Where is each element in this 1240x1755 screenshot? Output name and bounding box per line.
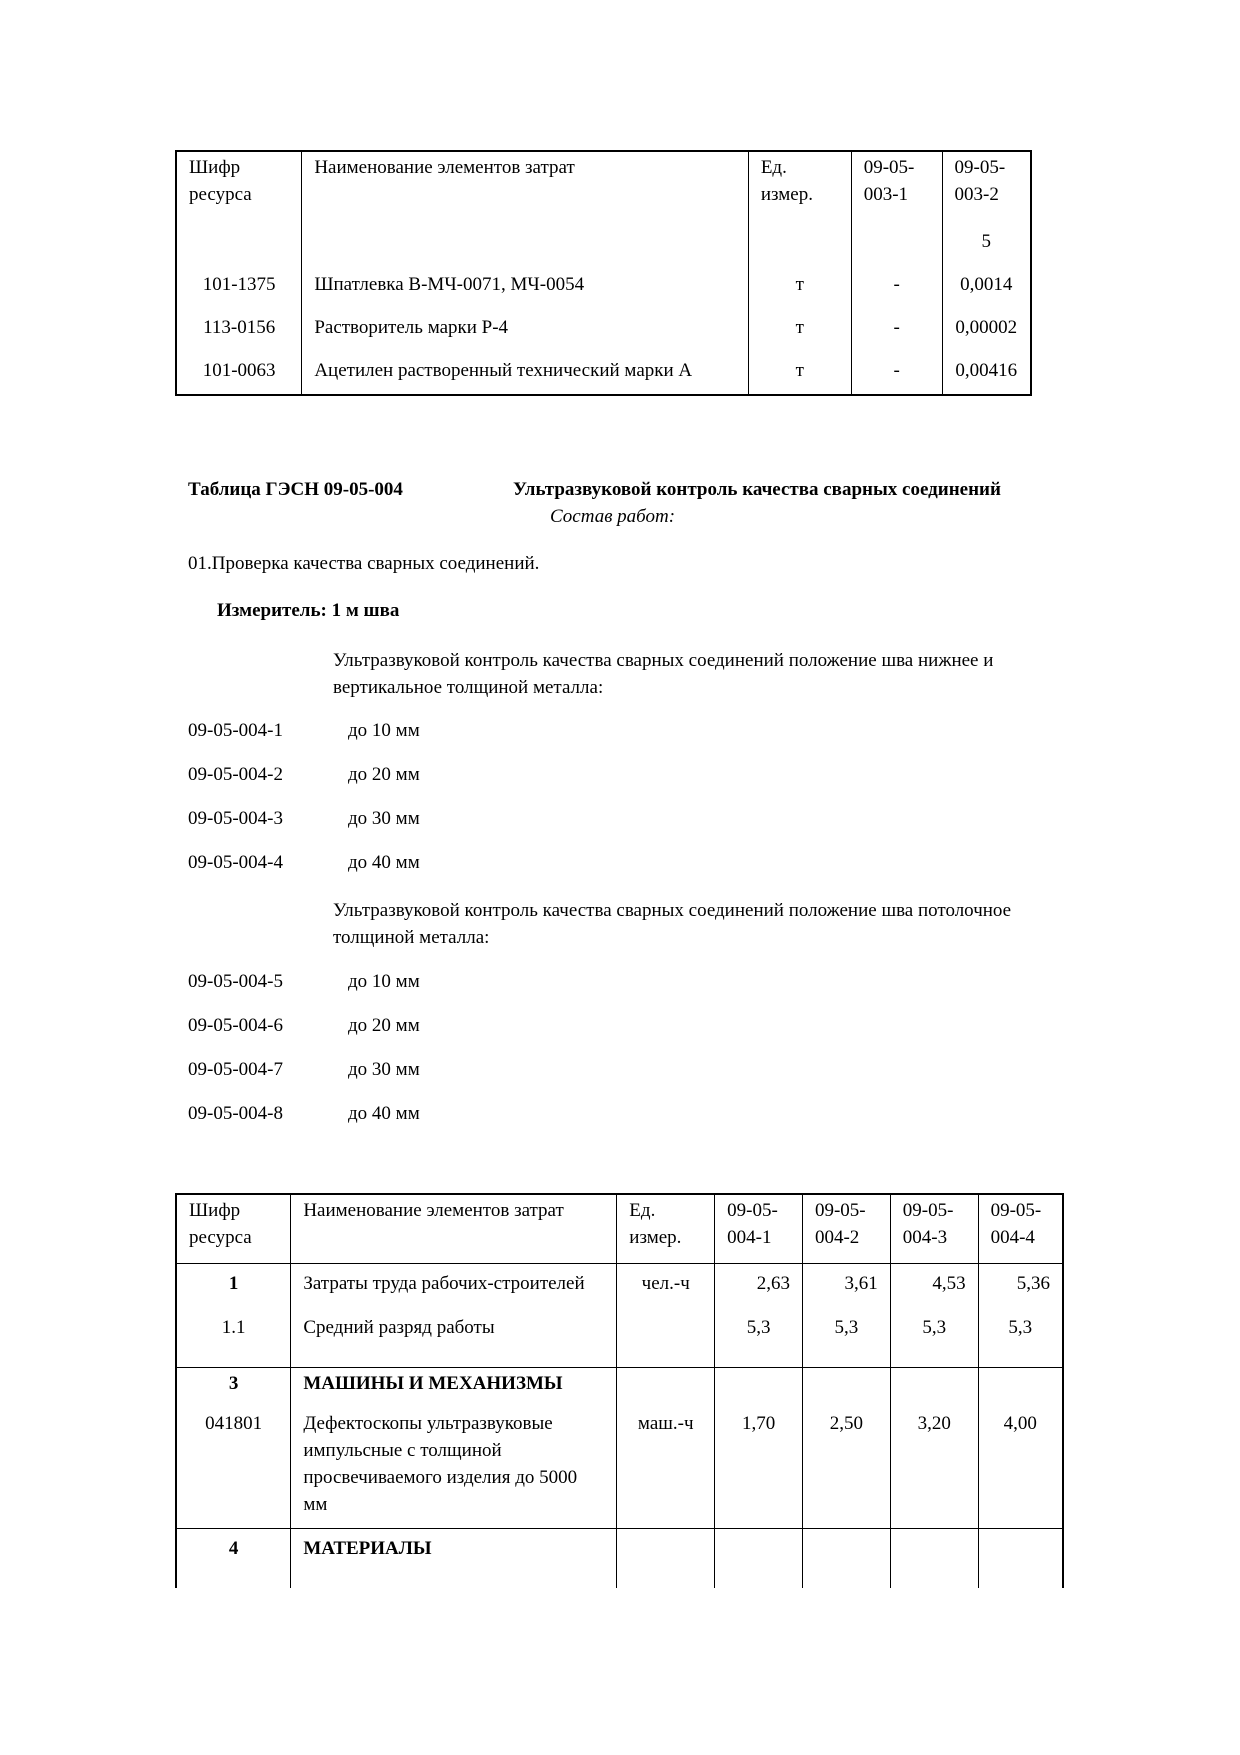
resource-name: Затраты труда рабочих-строителей — [291, 1264, 617, 1298]
meter-label: Измеритель: 1 м шва — [217, 600, 400, 621]
norm-desc: до 40 мм — [348, 1103, 420, 1124]
header-norm-4: 09-05-004-4 — [978, 1194, 1063, 1264]
header-resource-code: Шифр ресурса — [176, 1194, 291, 1264]
table-row — [176, 1264, 1063, 1298]
norm-code: 09-05-004-3 — [188, 808, 283, 829]
header-norm-3: 09-05-004-3 — [890, 1194, 978, 1264]
resource-value: 5,3 — [978, 1297, 1063, 1367]
resource-name: Средний разряд работы — [291, 1297, 617, 1367]
header-cost-elements: Наименование элементов затрат — [291, 1194, 617, 1264]
resource-code: 3 — [228, 1372, 239, 1394]
work-item: 01.Проверка качества сварных соединений. — [188, 553, 540, 574]
resource-value-1: - — [851, 351, 942, 395]
norm-code: 09-05-004-8 — [188, 1103, 283, 1124]
column-index-row — [176, 222, 1031, 265]
resource-value: 2,63 — [715, 1264, 803, 1298]
resource-table-09-05-003 — [175, 150, 1032, 396]
resource-unit — [617, 1297, 715, 1367]
resource-value: 4,00 — [978, 1397, 1063, 1529]
table-row — [176, 1297, 1063, 1367]
section-row-materials — [176, 1528, 1063, 1588]
table-row — [176, 308, 1031, 351]
resource-value-1: - — [851, 265, 942, 308]
header-norm-1: 09-05-003-1 — [851, 151, 942, 222]
composition-label: Состав работ: — [550, 506, 676, 527]
resource-value: 5,3 — [890, 1297, 978, 1367]
resource-code: 041801 — [176, 1397, 291, 1529]
resource-unit: т — [748, 308, 851, 351]
table-header-row — [176, 151, 1031, 222]
resource-unit: чел.-ч — [617, 1264, 715, 1298]
norm-code: 09-05-004-4 — [188, 852, 283, 873]
resource-code: 101-1375 — [202, 274, 276, 295]
table-row — [176, 351, 1031, 395]
table-row — [176, 265, 1031, 308]
norm-desc: до 40 мм — [348, 852, 420, 873]
resource-code: 4 — [228, 1537, 239, 1559]
norm-code: 09-05-004-6 — [188, 1015, 283, 1036]
header-cost-elements: Наименование элементов затрат — [302, 151, 749, 222]
resource-value-1: - — [851, 308, 942, 351]
resource-value: 3,20 — [890, 1397, 978, 1529]
table-row — [176, 1397, 1063, 1529]
resource-code: 1 — [228, 1273, 239, 1294]
header-unit: Ед. измер. — [748, 151, 851, 222]
header-norm-2: 09-05-004-2 — [802, 1194, 890, 1264]
resource-name: Ацетилен растворенный технический марки А — [302, 351, 749, 395]
resource-code: 1.1 — [176, 1297, 291, 1367]
resource-table-09-05-004 — [175, 1193, 1064, 1588]
section-title: МАШИНЫ И МЕХАНИЗМЫ — [291, 1367, 617, 1397]
resource-value: 3,61 — [802, 1264, 890, 1298]
resource-value: 2,50 — [802, 1397, 890, 1529]
resource-value: 5,3 — [715, 1297, 803, 1367]
group-2-title: Ультразвуковой контроль качества сварных соединений положение шва потолочное толщиной металла: — [333, 900, 1012, 948]
resource-value-2: 0,00416 — [942, 351, 1031, 395]
resource-value: 5,36 — [978, 1264, 1063, 1298]
norm-desc: до 10 мм — [348, 720, 420, 741]
resource-code: 113-0156 — [203, 317, 276, 338]
table-header-row — [176, 1194, 1063, 1264]
resource-value: 1,70 — [715, 1397, 803, 1529]
table-title: Ультразвуковой контроль качества сварных соединений — [513, 479, 1001, 500]
norm-code: 09-05-004-5 — [188, 971, 283, 992]
resource-unit: маш.-ч — [617, 1397, 715, 1529]
header-resource-code: Шифр ресурса — [189, 157, 252, 205]
resource-name: Шпатлевка В-МЧ-0071, МЧ-0054 — [302, 265, 749, 308]
norm-code: 09-05-004-2 — [188, 764, 283, 785]
resource-value: 5,3 — [802, 1297, 890, 1367]
section-title: МАТЕРИАЛЫ — [291, 1528, 617, 1588]
header-unit: Ед. измер. — [617, 1194, 715, 1264]
norm-desc: до 20 мм — [348, 1015, 420, 1036]
resource-value-2: 0,0014 — [942, 265, 1031, 308]
header-norm-1: 09-05-004-1 — [715, 1194, 803, 1264]
norm-desc: до 20 мм — [348, 764, 420, 785]
resource-unit: т — [748, 265, 851, 308]
resource-value: 4,53 — [890, 1264, 978, 1298]
section-row-machines — [176, 1367, 1063, 1397]
norm-code: 09-05-004-7 — [188, 1059, 283, 1080]
column-index: 5 — [942, 222, 1031, 265]
norm-desc: до 30 мм — [348, 1059, 420, 1080]
header-norm-2: 09-05-003-2 — [942, 151, 1031, 222]
norm-desc: до 10 мм — [348, 971, 420, 992]
resource-code: 101-0063 — [202, 360, 276, 381]
resource-name: Дефектоскопы ультразвуковые импульсные с толщиной просвечиваемого изделия до 5000 мм — [291, 1397, 617, 1529]
resource-name: Растворитель марки Р-4 — [302, 308, 749, 351]
norm-desc: до 30 мм — [348, 808, 420, 829]
norm-code: 09-05-004-1 — [188, 720, 283, 741]
group-1-title: Ультразвуковой контроль качества сварных соединений положение шва нижнее и вертикальное толщиной металла: — [333, 650, 994, 698]
resource-value-2: 0,00002 — [942, 308, 1031, 351]
resource-unit: т — [748, 351, 851, 395]
table-id: Таблица ГЭСН 09-05-004 — [188, 479, 403, 500]
